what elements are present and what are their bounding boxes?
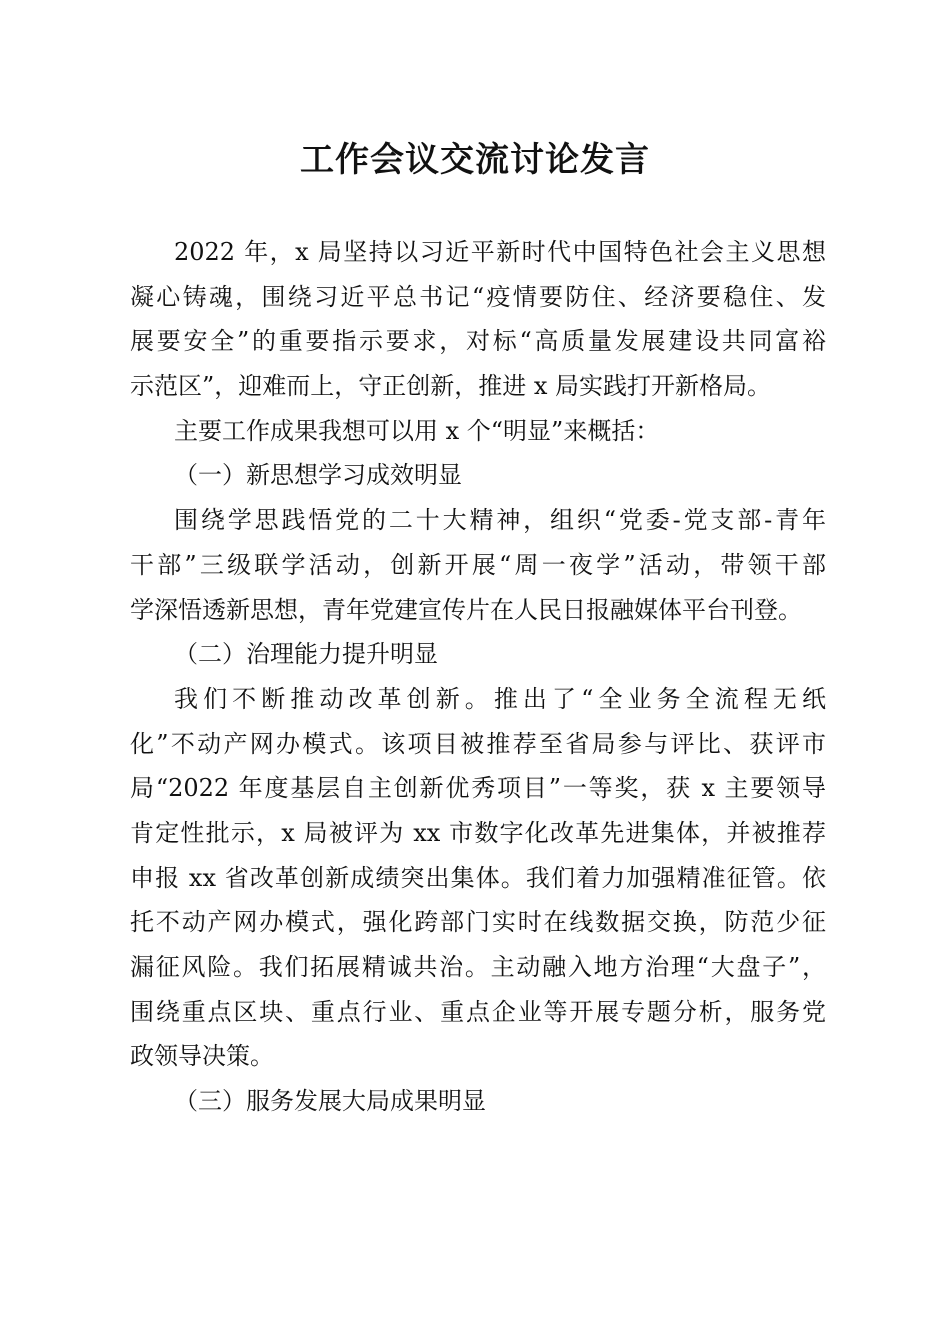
text-line: 凝心铸魂，围绕习近平总书记“疫情要防住、经济要稳住、发 [130, 282, 826, 311]
text-line: 主要工作成果我想可以用 x 个“明显”来概括： [174, 416, 660, 445]
section-heading: （一）新思想学习成效明显 [174, 461, 462, 490]
document-body [130, 230, 826, 1124]
text-line: 托不动产网办模式，强化跨部门实时在线数据交换，防范少征 [130, 908, 826, 937]
section-heading: （二）治理能力提升明显 [174, 640, 438, 669]
text-line: 申报 xx 省改革创新成绩突出集体。我们着力加强精准征管。依 [130, 863, 826, 892]
text-line: 2022 年，x 局坚持以习近平新时代中国特色社会主义思想 [174, 238, 826, 266]
text-line: 展要安全”的重要指示要求，对标“高质量发展建设共同富裕 [130, 327, 826, 356]
text-line: 围绕重点区块、重点行业、重点企业等开展专题分析，服务党 [130, 997, 826, 1026]
text-line: 围绕学思践悟党的二十大精神，组织“党委-党支部-青年 [174, 506, 826, 535]
text-line: 我们不断推动改革创新。推出了“全业务全流程无纸 [174, 684, 826, 713]
text-line: 局“2022 年度基层自主创新优秀项目”一等奖，获 x 主要领导 [130, 774, 826, 803]
text-line: 学深悟透新思想，青年党建宣传片在人民日报融媒体平台刊登。 [130, 595, 802, 624]
text-line: 化”不动产网办模式。该项目被推荐至省局参与评比、获评市 [130, 729, 826, 758]
text-line: 示范区”，迎难而上，守正创新，推进 x 局实践打开新格局。 [130, 372, 772, 401]
text-line: 政领导决策。 [130, 1042, 274, 1071]
text-line: 干部”三级联学活动，创新开展“周一夜学”活动，带领干部 [130, 550, 826, 579]
document-title: 工作会议交流讨论发言 [300, 140, 650, 180]
section-heading: （三）服务发展大局成果明显 [174, 1087, 486, 1116]
text-line: 肯定性批示，x 局被评为 xx 市数字化改革先进集体，并被推荐 [130, 818, 826, 847]
text-line: 漏征风险。我们拓展精诚共治。主动融入地方治理“大盘子”， [130, 953, 826, 981]
